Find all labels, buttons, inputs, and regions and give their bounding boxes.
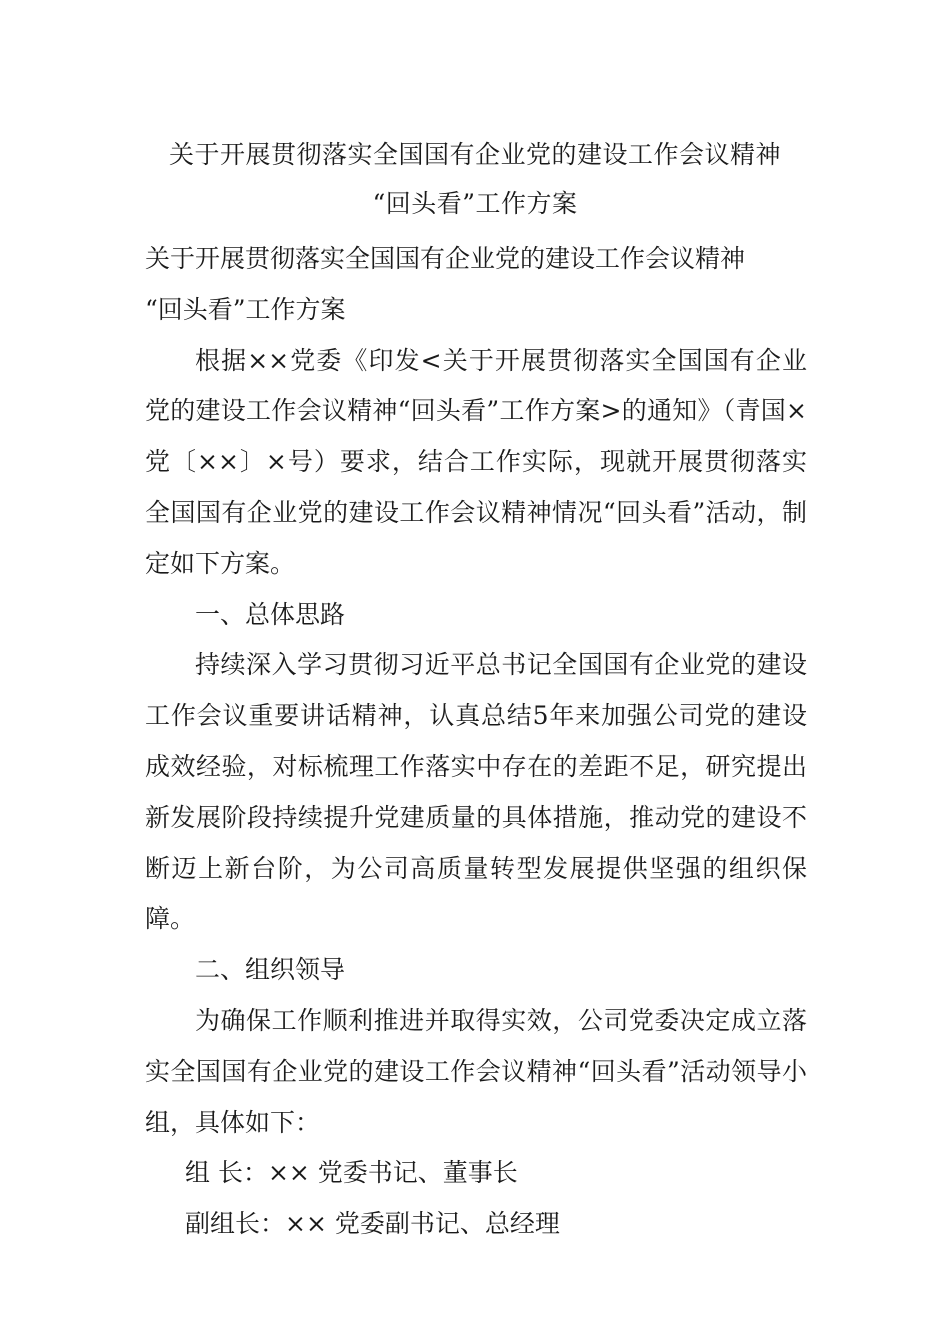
repeat-title-line-1: 关于开展贯彻落实全国国有企业党的建设工作会议精神 [145,244,746,273]
member-deputy-leader: 副组长：×× 党委副书记、总经理 [185,1209,560,1239]
document-title-line-1: 关于开展贯彻落实全国国有企业党的建设工作会议精神 [168,140,781,169]
member-leader: 组 长：×× 党委书记、董事长 [185,1158,518,1188]
section-2-paragraph: 为确保工作顺利推进并取得实效，公司党委决定成立落实全国国有企业党的建设工作会议精神“回头看”活动领导小组，具体如下： [145,1005,807,1137]
document-title-line-2: “回头看”工作方案 [372,189,578,218]
intro-paragraph: 根据××党委《印发<关于开展贯彻落实全国国有企业党的建设工作会议精神“回头看”工作方案>的通知》（青国×党〔××〕×号）要求，结合工作实际，现就开展贯彻落实全国国有企业党的建设工作会议精神情况“回头看”活动，制定如下方案。 [145,345,807,578]
section-1-paragraph: 持续深入学习贯彻习近平总书记全国国有企业党的建设工作会议重要讲话精神，认真总结5年来加强公司党的建设成效经验，对标梳理工作落实中存在的差距不足，研究提出新发展阶段持续提升党建质量的具体措施，推动党的建设不断迈上新台阶，为公司高质量转型发展提供坚强的组织保障。 [145,650,807,934]
section-1-heading: 一、总体思路 [195,599,346,629]
repeat-title-line-2: “回头看”工作方案 [145,294,346,324]
section-2-heading: 二、组织领导 [195,955,346,985]
document-body [145,234,807,1250]
